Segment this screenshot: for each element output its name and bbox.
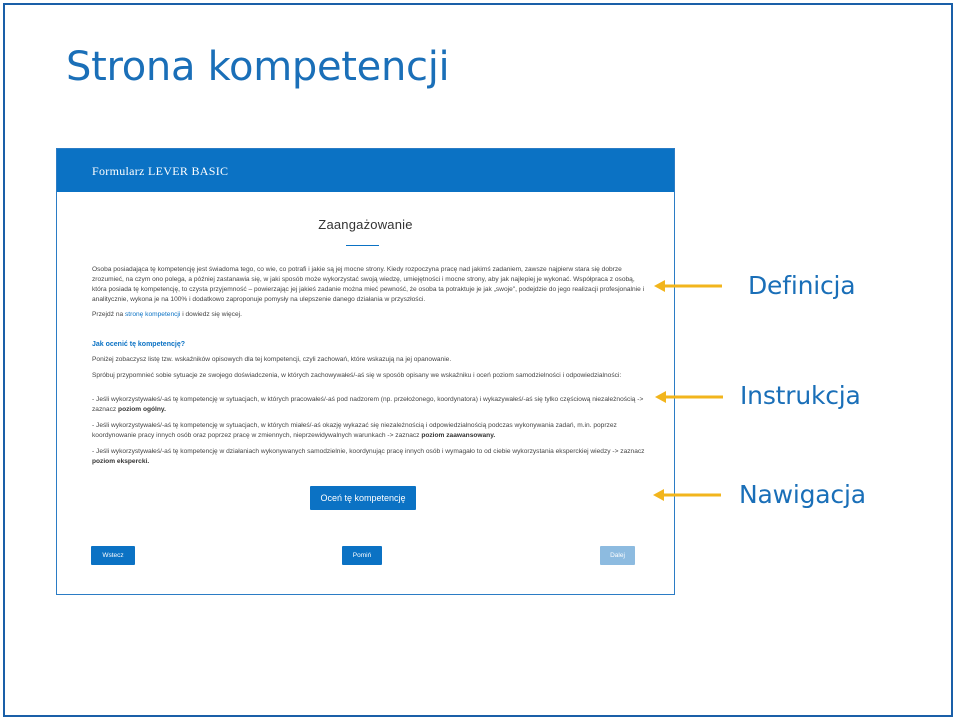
back-button[interactable]: Wstecz [91,546,135,565]
rate-competency-button[interactable]: Oceń tę kompetencję [310,486,416,510]
competency-page-link[interactable]: stronę kompetencji [125,311,181,318]
level-expert-item [92,447,647,467]
level-advanced-item [92,421,647,441]
link-prefix: Przejdź na [92,311,124,318]
level-expert-text: - Jeśli wykorzystywałeś/-aś tę kompetencję w działaniach wykonywanych samodzielnie, koordynując pracę innych osób i wymagało to od ciebie wykorzystania eksperckiej wiedzy -> zaznacz [92,448,645,455]
annotation-definition: Definicja [748,271,856,300]
arrow-left-icon [655,389,725,405]
annotation-instructions: Instrukcja [740,381,861,410]
skip-button[interactable]: Pomiń [342,546,382,565]
annotation-navigation: Nawigacja [739,480,866,509]
definition-text: Osoba posiadająca tę kompetencję jest świadoma tego, co wie, co potrafi i jakie są jej mocne strony. Kiedy rozpoczyna pracę nad jakimś zadaniem, zawsze najpierw stara się dobrze zrozumieć, na czym ono polega, a później zastanawia się, w jaki sposób może wykorzystać swoją wiedzę, umiejętności i mocne strony, aby jak najlepiej je wykonać. Współpraca z osobą, która posiada tę kompetencję, to czysta przyjemność – powierzając jej jakieś zadanie można mieć pewność, że osoba ta potraktuje je jak „swoje", podejdzie do jego realizacji profesjonalnie i analitycznie, wykona je na 100% i dodatkowo zaproponuje pomysły na ulepszenie danego działania w przyszłości. [92,266,645,303]
level-general-item [92,395,647,415]
form-header-title: Formularz LEVER BASIC [92,164,229,178]
level-advanced-text: - Jeśli wykorzystywałeś/-aś tę kompetencję w sytuacjach, w których miałeś/-aś okazję wykazać się niezależnością i odpowiedzialnością podczas wykonywania zadań, m.in. poprzez koordynowanie pracy innych osób oraz poprzez pracę w zmiennych, nieprzewidywalnych warunkach -> zaznacz [92,422,617,439]
title-underline [346,245,379,246]
form-header [57,149,674,192]
instructions-intro: Poniżej zobaczysz listę tzw. wskaźników opisowych dla tej kompetencji, czyli zachowań, które wskazują na jej opanowanie. [92,356,452,363]
level-expert-label: poziom ekspercki. [92,458,150,465]
level-advanced-label: poziom zaawansowany. [421,432,496,439]
link-suffix: i dowiedz się więcej. [182,311,242,318]
form-screenshot [56,148,675,595]
slide-title: Strona kompetencji [66,44,450,90]
level-general-label: poziom ogólny. [118,406,166,413]
definition-link-line [92,310,647,320]
instructions-recall: Spróbuj przypomnieć sobie sytuacje ze swojego doświadczenia, w których zachowywałeś/-aś się w sposób opisany we wskaźniku i oceń poziom samodzielności i odpowiedzialności: [92,372,622,379]
instructions-heading: Jak ocenić tę kompetencję? [92,341,185,348]
level-general-text: - Jeśli wykorzystywałeś/-aś tę kompetencję w sytuacjach, w których pracowałeś/-aś pod nadzorem (np. przełożonego, koordynatora) i wykazywałeś/-aś się tylko częściową niezależnością -> zaznacz [92,396,644,413]
next-button[interactable]: Dalej [600,546,635,565]
arrow-left-icon [654,278,724,294]
competency-title: Zaangażowanie [318,217,413,232]
arrow-left-icon [653,487,723,503]
